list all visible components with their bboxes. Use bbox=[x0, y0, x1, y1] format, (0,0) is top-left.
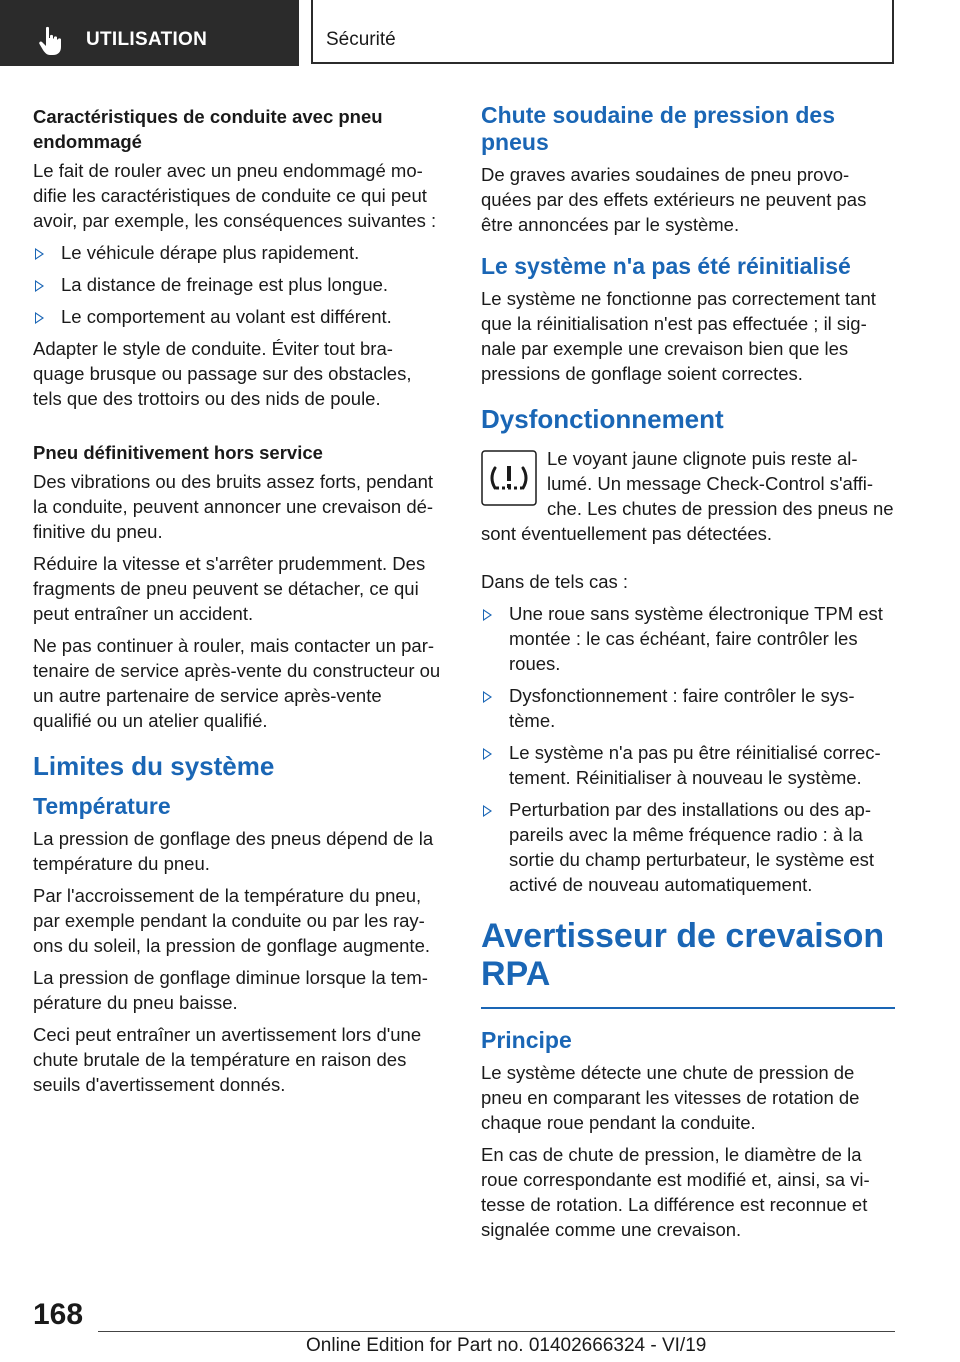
paragraph: Réduire la vitesse et s'arrêter prudemment. Des fragments de pneu peuvent se détacher, ce qui peut entraîner un accident. bbox=[33, 553, 426, 624]
subheading-damaged-tire: Caractéristiques de conduite avec pneu endommagé bbox=[33, 106, 383, 152]
triangle-bullet-icon bbox=[483, 609, 492, 621]
footer-rule bbox=[98, 1331, 895, 1332]
paragraph: De graves avaries soudaines de pneu provo- quées par des effets extérieurs ne peuvent pas être annoncées par le système. bbox=[481, 164, 867, 235]
chapter-label: UTILISATION bbox=[86, 29, 208, 50]
heading-malfunction: Dysfonctionnement bbox=[481, 404, 724, 434]
triangle-bullet-icon bbox=[483, 805, 492, 817]
heading-not-reset: Le système n'a pas été réinitialisé bbox=[481, 253, 851, 279]
paragraph: Des vibrations ou des bruits assez forts, pendant la conduite, peuvent annoncer une crevaison dé- finitive du pneu. bbox=[33, 471, 434, 542]
section-box bbox=[311, 0, 894, 64]
list-item: Dysfonctionnement : faire contrôler le sys- tème. bbox=[481, 683, 895, 733]
hand-pointer-icon bbox=[38, 26, 64, 56]
bullet-list bbox=[481, 601, 895, 897]
chapter-tab bbox=[0, 0, 299, 66]
heading-system-limits: Limites du système bbox=[33, 751, 275, 781]
triangle-bullet-icon bbox=[483, 748, 492, 760]
paragraph: Ceci peut entraîner un avertissement lors d'une chute brutale de la température en raison des seuils d'avertissement donnés. bbox=[33, 1024, 422, 1095]
triangle-bullet-icon bbox=[483, 691, 492, 703]
list-item: Le véhicule dérape plus rapidement. bbox=[33, 240, 445, 265]
paragraph: Le système ne fonctionne pas correctement tant que la réinitialisation n'est pas effectuée ; il sig- nale par exemple une crevaison bien que les pressions de gonflage soient correctes. bbox=[481, 288, 876, 384]
list-item: Le comportement au volant est différent. bbox=[33, 304, 445, 329]
paragraph: Le fait de rouler avec un pneu endommagé mo- difie les caractéristiques de conduite ce qui peut avoir, par exemple, les conséquences suivantes : bbox=[33, 160, 437, 231]
section-label: Sécurité bbox=[326, 29, 396, 50]
page-header bbox=[0, 0, 960, 66]
tire-pressure-warning-icon bbox=[481, 450, 537, 506]
right-column bbox=[481, 98, 895, 1249]
heading-flat-tire-warning-rpa: Avertisseur de crevaison RPA bbox=[481, 917, 885, 993]
paragraph: La pression de gonflage des pneus dépend de la température du pneu. bbox=[33, 828, 434, 874]
bullet-list bbox=[33, 240, 445, 329]
subheading-tire-out-of-service: Pneu définitivement hors service bbox=[33, 442, 323, 463]
heading-sudden-pressure-drop: Chute soudaine de pression des pneus bbox=[481, 102, 836, 155]
paragraph: Par l'accroissement de la température du pneu, par exemple pendant la conduite ou par les ray- ons du soleil, la pression de gonflage augmente. bbox=[33, 885, 430, 956]
triangle-bullet-icon bbox=[35, 248, 44, 260]
paragraph: La pression de gonflage diminue lorsque la tem- pérature du pneu baisse. bbox=[33, 967, 428, 1013]
footer-edition: Online Edition for Part no. 01402666324 - VI/19 bbox=[306, 1335, 707, 1356]
list-item: Le système n'a pas pu être réinitialisé correc- tement. Réinitialiser à nouveau le système. bbox=[481, 740, 895, 790]
paragraph: Adapter le style de conduite. Éviter tout bra- quage brusque ou passage sur des obstacles, tels que des trottoirs ou des nids de poule. bbox=[33, 338, 412, 409]
paragraph: Le voyant jaune clignote puis reste al- lumé. Un message Check-Control s'affi- che. Les chutes de pression des pneus ne sont éventuellement pas détectées. bbox=[481, 448, 894, 544]
list-item: Perturbation par des installations ou des ap- pareils avec la même fréquence radio : à la sortie du champ perturbateur, le système est activé de nouveau automatiquement. bbox=[481, 797, 895, 897]
heading-principle: Principe bbox=[481, 1027, 572, 1053]
heading-rule bbox=[481, 1007, 895, 1009]
list-item: Une roue sans système électronique TPM est montée : le cas échéant, faire contrôler les roues. bbox=[481, 601, 895, 676]
paragraph: Ne pas continuer à rouler, mais contacter un par- tenaire de service après-vente du constructeur ou un autre partenaire de service après-vente qualifié ou un atelier qualifié. bbox=[33, 635, 441, 731]
left-column bbox=[33, 98, 445, 1104]
heading-temperature: Température bbox=[33, 793, 171, 819]
list-item: La distance de freinage est plus longue. bbox=[33, 272, 445, 297]
page-number: 168 bbox=[33, 1298, 84, 1331]
paragraph: Le système détecte une chute de pression de pneu en comparant les vitesses de rotation de chaque roue pendant la conduite. bbox=[481, 1062, 860, 1133]
paragraph: Dans de tels cas : bbox=[481, 571, 629, 592]
triangle-bullet-icon bbox=[35, 280, 44, 292]
triangle-bullet-icon bbox=[35, 312, 44, 324]
paragraph: En cas de chute de pression, le diamètre de la roue correspondante est modifié et, ainsi, sa vi- tesse de rotation. La différence est reconnue et signalée comme une crevaison. bbox=[481, 1144, 870, 1240]
